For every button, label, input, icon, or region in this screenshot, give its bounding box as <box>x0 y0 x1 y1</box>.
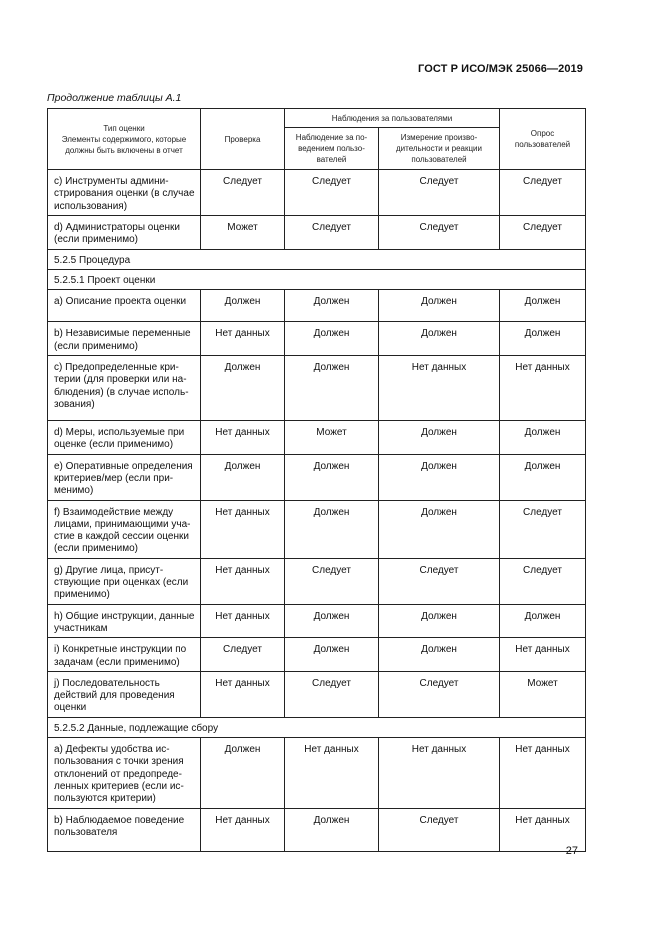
column-header-performance-measurement <box>379 128 500 170</box>
requirement-cell: Следует <box>285 170 379 216</box>
table-row <box>48 500 586 558</box>
header-line: пользователей <box>411 155 467 164</box>
section-row <box>48 249 586 269</box>
table-body <box>48 170 586 852</box>
column-header-check: Проверка <box>201 109 285 170</box>
requirement-cell: Нет данных <box>500 356 586 421</box>
requirement-cell: Следует <box>379 808 500 851</box>
section-title: 5.2.5 Процедура <box>48 249 586 269</box>
header-line: Тип оценки <box>103 123 145 133</box>
content-element-cell: a) Дефекты удобства использования с точки зрения отклонений от предопределенных критериев (если используются критерии) <box>48 738 201 808</box>
header-line: должны быть включены в отчет <box>65 145 183 155</box>
section-title: 5.2.5.1 Проект оценки <box>48 270 586 290</box>
table-row <box>48 558 586 604</box>
header-line: вателей <box>316 155 347 164</box>
requirement-cell: Должен <box>285 638 379 672</box>
content-element-cell: c) Инструменты администрирования оценки (в случае использования) <box>48 170 201 216</box>
requirement-cell: Должен <box>201 738 285 808</box>
content-element-cell: d) Меры, используемые при оценке (если применимо) <box>48 421 201 455</box>
column-header-behavior-observation <box>285 128 379 170</box>
content-element-cell: d) Администраторы оценки (если применимо) <box>48 215 201 249</box>
content-element-cell: j) Последовательность действий для проведения оценки <box>48 671 201 717</box>
column-header-evaluation-type <box>48 109 201 170</box>
content-element-cell: f) Взаимодействие между лицами, принимающими участие в каждой сессии оценки (если применимо) <box>48 500 201 558</box>
table-row <box>48 454 586 500</box>
requirement-cell: Нет данных <box>201 322 285 356</box>
requirement-cell: Нет данных <box>201 421 285 455</box>
requirement-cell: Следует <box>379 170 500 216</box>
header-line: Элементы содержимого, которые <box>61 134 187 144</box>
requirements-table <box>47 108 586 852</box>
requirement-cell: Нет данных <box>201 808 285 851</box>
requirement-cell: Нет данных <box>201 671 285 717</box>
table-row <box>48 290 586 322</box>
requirement-cell: Следует <box>201 638 285 672</box>
table-row <box>48 421 586 455</box>
requirement-cell: Должен <box>379 421 500 455</box>
requirement-cell: Должен <box>500 604 586 638</box>
requirement-cell: Нет данных <box>500 808 586 851</box>
content-element-cell: g) Другие лица, присутствующие при оценках (если применимо) <box>48 558 201 604</box>
section-row <box>48 270 586 290</box>
header-line: ведением пользо- <box>298 144 365 153</box>
requirement-cell: Нет данных <box>379 356 500 421</box>
requirement-cell: Следует <box>500 500 586 558</box>
requirement-cell: Следует <box>201 170 285 216</box>
column-header-user-survey <box>500 109 586 170</box>
content-element-cell: c) Предопределенные критерии (для проверки или наблюдения) (в случае использования) <box>48 356 201 421</box>
requirement-cell: Должен <box>285 356 379 421</box>
requirement-cell: Должен <box>379 322 500 356</box>
requirement-cell: Нет данных <box>379 738 500 808</box>
content-element-cell: i) Конкретные инструкции по задачам (если применимо) <box>48 638 201 672</box>
requirement-cell: Нет данных <box>201 604 285 638</box>
content-element-cell: b) Независимые переменные (если применимо) <box>48 322 201 356</box>
header-line: Измерение произво- <box>400 133 478 142</box>
table-row <box>48 671 586 717</box>
requirement-cell: Следует <box>285 558 379 604</box>
table-row <box>48 322 586 356</box>
table-row <box>48 215 586 249</box>
requirement-cell: Следует <box>500 215 586 249</box>
requirement-cell: Должен <box>500 454 586 500</box>
requirement-cell: Должен <box>201 454 285 500</box>
requirement-cell: Должен <box>500 290 586 322</box>
requirement-cell: Должен <box>285 322 379 356</box>
requirement-cell: Должен <box>500 322 586 356</box>
table-header <box>48 109 586 170</box>
section-title: 5.2.5.2 Данные, подлежащие сбору <box>48 717 586 737</box>
page-number: 27 <box>565 845 578 857</box>
requirement-cell: Следует <box>379 215 500 249</box>
requirement-cell: Следует <box>500 558 586 604</box>
requirement-cell: Следует <box>285 215 379 249</box>
header-line: Опрос <box>530 129 555 138</box>
requirement-cell: Может <box>285 421 379 455</box>
requirement-cell: Следует <box>285 671 379 717</box>
requirement-cell: Нет данных <box>201 500 285 558</box>
requirement-cell: Следует <box>379 558 500 604</box>
requirement-cell: Должен <box>285 500 379 558</box>
requirement-cell: Нет данных <box>201 558 285 604</box>
content-element-cell: b) Наблюдаемое поведение пользователя <box>48 808 201 851</box>
requirement-cell: Должен <box>285 604 379 638</box>
requirement-cell: Нет данных <box>500 738 586 808</box>
requirement-cell: Нет данных <box>500 638 586 672</box>
requirement-cell: Должен <box>201 356 285 421</box>
requirement-cell: Должен <box>285 290 379 322</box>
section-row <box>48 717 586 737</box>
requirement-cell: Может <box>500 671 586 717</box>
header-line: дительности и реакции <box>395 144 482 153</box>
requirement-cell: Должен <box>379 604 500 638</box>
table-row <box>48 604 586 638</box>
header-line: Наблюдение за по- <box>295 133 368 142</box>
content-element-cell: e) Оперативные определения критериев/мер (если применимо) <box>48 454 201 500</box>
requirement-cell: Следует <box>379 671 500 717</box>
header-line: пользователей <box>514 140 571 149</box>
requirement-cell: Должен <box>285 454 379 500</box>
requirement-cell: Должен <box>379 454 500 500</box>
table-continuation-caption: Продолжение таблицы А.1 <box>47 92 182 104</box>
content-element-cell: h) Общие инструкции, данные участникам <box>48 604 201 638</box>
table-row <box>48 356 586 421</box>
content-element-cell: a) Описание проекта оценки <box>48 290 201 322</box>
requirement-cell: Должен <box>285 808 379 851</box>
requirement-cell: Следует <box>500 170 586 216</box>
standard-code: ГОСТ Р ИСО/МЭК 25066—2019 <box>418 63 583 75</box>
requirement-cell: Должен <box>379 500 500 558</box>
requirement-cell: Должен <box>500 421 586 455</box>
table-row <box>48 808 586 851</box>
table-row <box>48 738 586 808</box>
requirement-cell: Может <box>201 215 285 249</box>
requirement-cell: Должен <box>201 290 285 322</box>
requirement-cell: Должен <box>379 638 500 672</box>
table-row <box>48 170 586 216</box>
table-row <box>48 638 586 672</box>
column-header-user-observations: Наблюдения за пользователями <box>285 109 500 128</box>
requirement-cell: Должен <box>379 290 500 322</box>
requirement-cell: Нет данных <box>285 738 379 808</box>
